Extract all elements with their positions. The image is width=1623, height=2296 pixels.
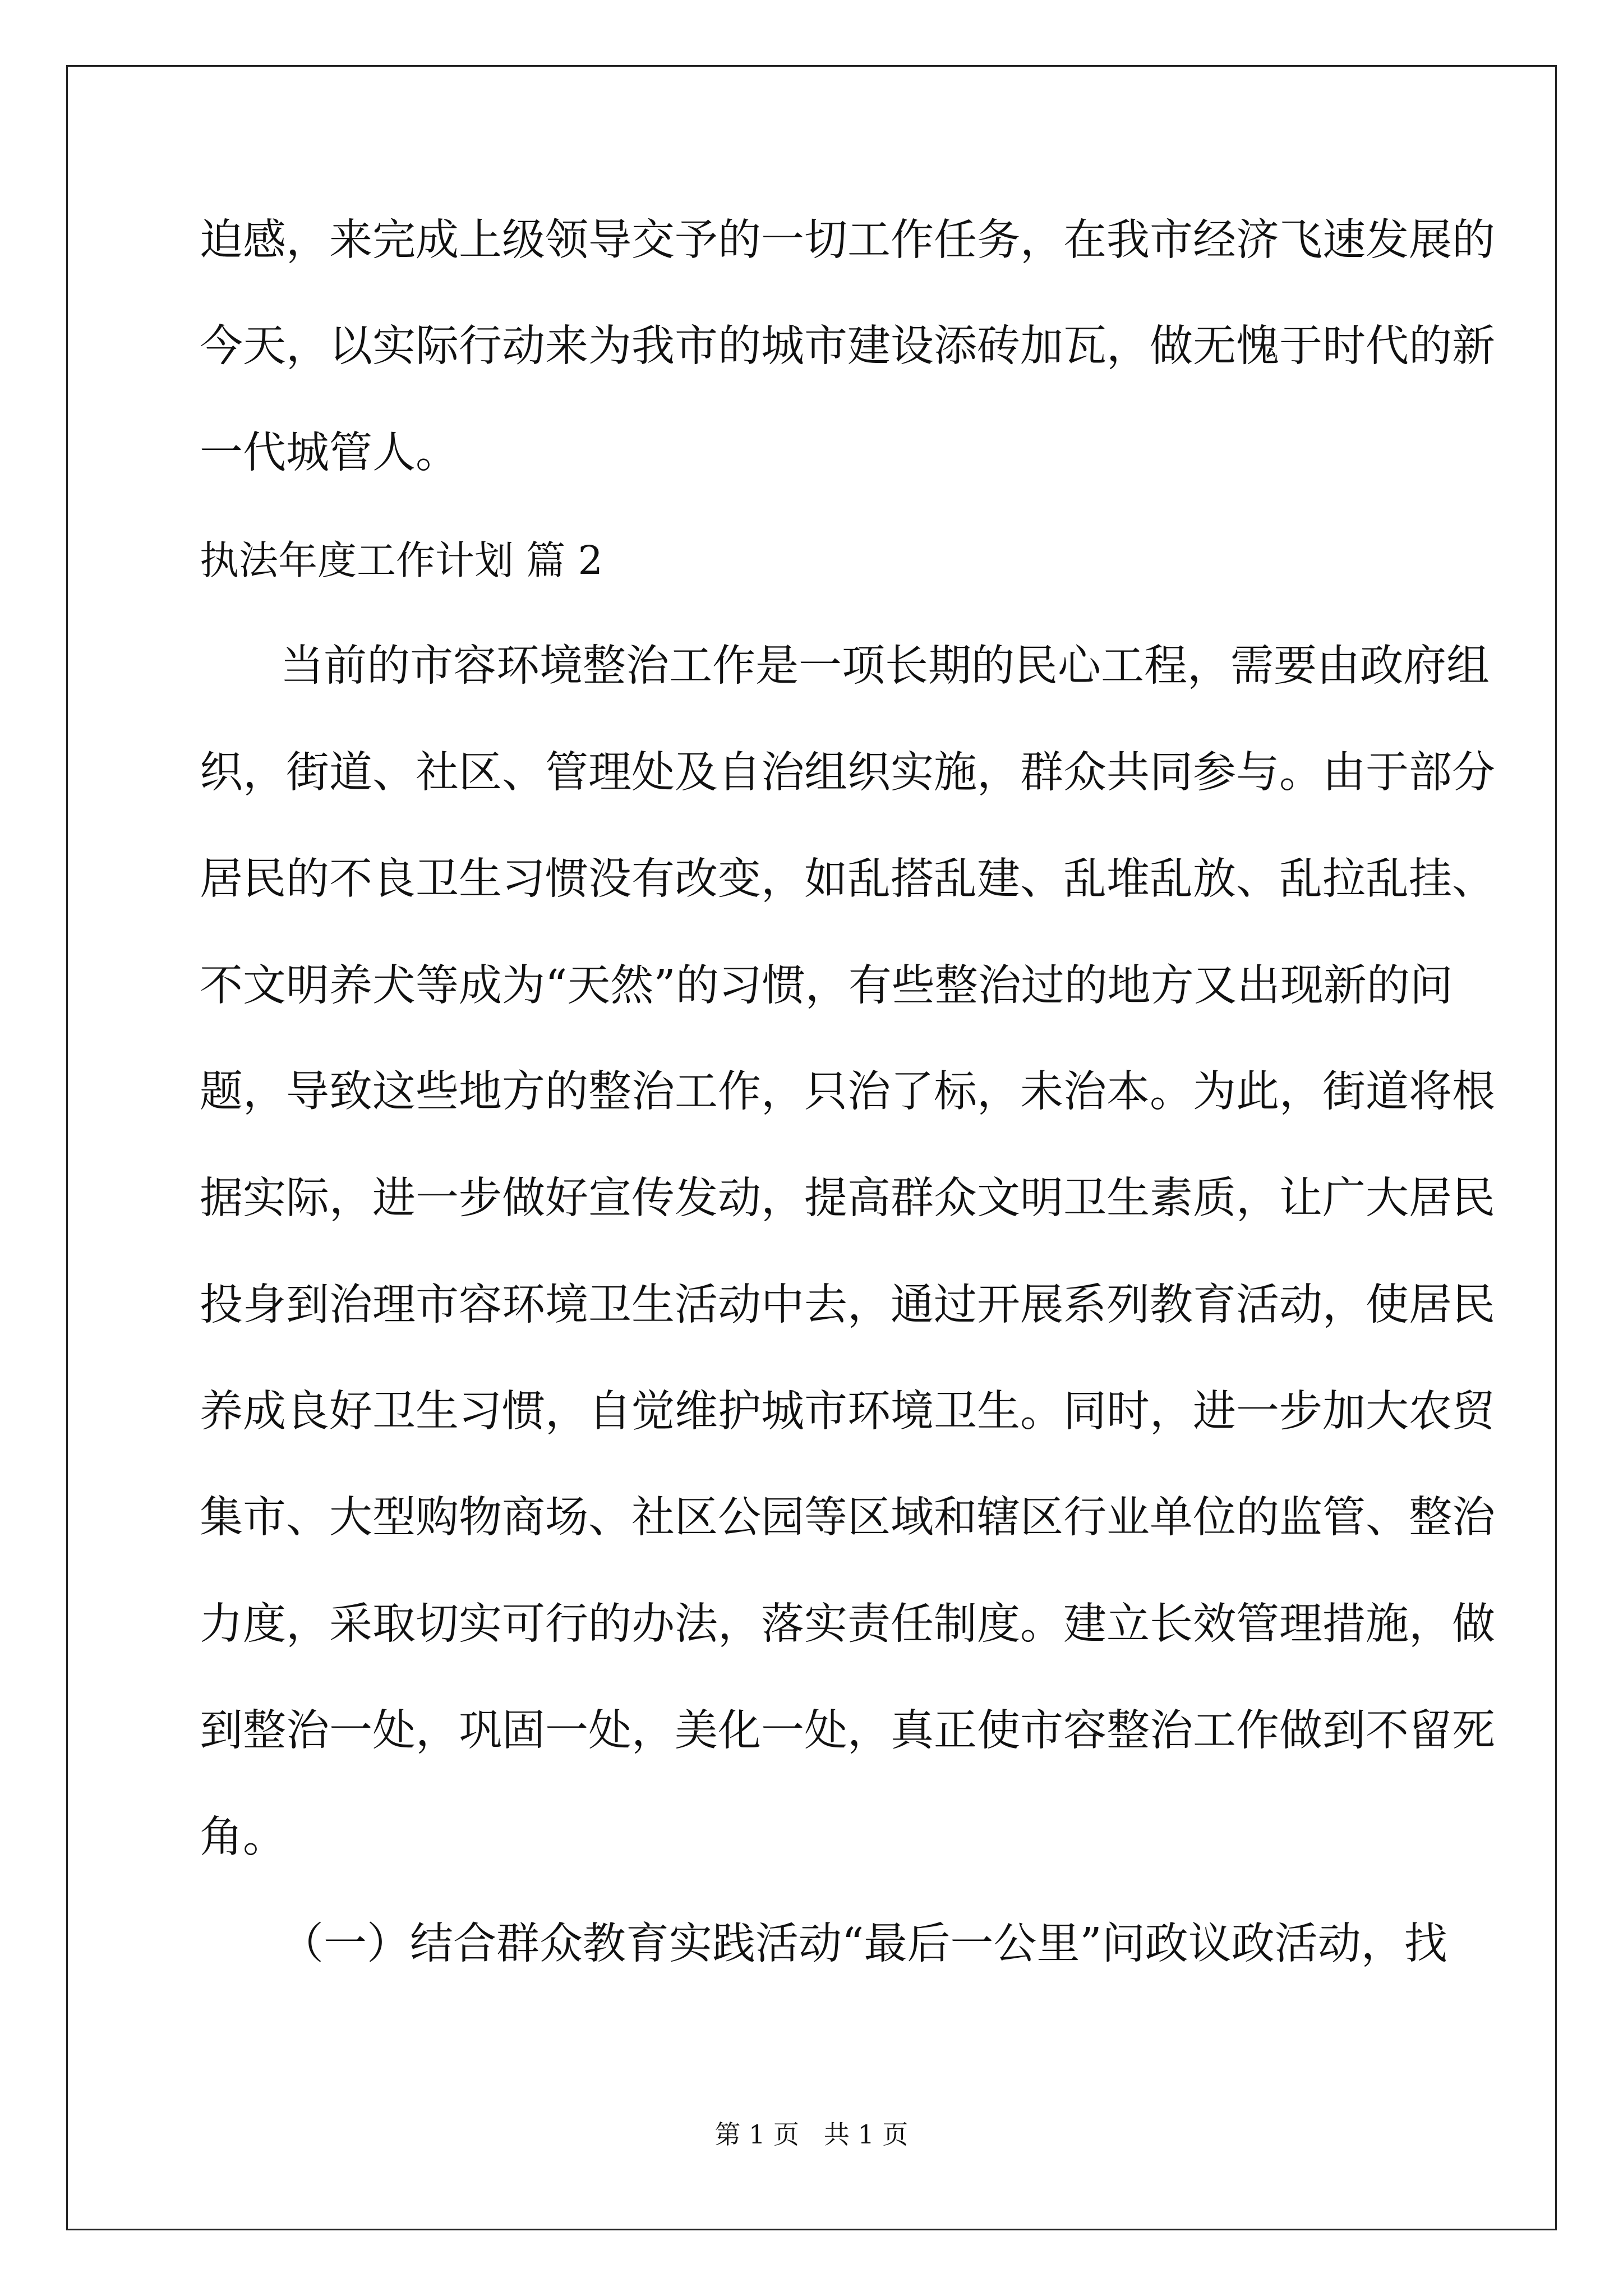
paragraph-line: 不文明养犬等成为“天然”的习惯，有些整治过的地方又出现新的问	[200, 961, 1453, 1011]
paragraph-line: 题，导致这些地方的整治工作，只治了标，未治本。为此，街道将根	[200, 1067, 1495, 1117]
page-footer: 第 1 页 共 1 页	[714, 2119, 909, 2150]
paragraph-line: 织，街道、社区、管理处及自治组织实施，群众共同参与。由于部分	[200, 748, 1495, 798]
section-heading: 执法年度工作计划 篇 2	[200, 537, 603, 583]
page-border	[66, 65, 1557, 2230]
paragraph-line: 据实际，进一步做好宣传发动，提高群众文明卫生素质，让广大居民	[200, 1174, 1495, 1223]
paragraph-line: 角。	[200, 1812, 286, 1862]
paragraph-line: 养成良好卫生习惯，自觉维护城市环境卫生。同时，进一步加大农贸	[200, 1387, 1495, 1437]
body-text-line: 一代城管人。	[200, 428, 459, 478]
paragraph-line: 集市、大型购物商场、社区公园等区域和辖区行业单位的监管、整治	[200, 1493, 1495, 1543]
paragraph-line: 力度，采取切实可行的办法，落实责任制度。建立长效管理措施，做	[200, 1599, 1495, 1649]
paragraph-line: 到整治一处，巩固一处，美化一处，真正使市容整治工作做到不留死	[200, 1706, 1495, 1756]
paragraph-line: （一）结合群众教育实践活动“最后一公里”问政议政活动，找	[280, 1919, 1447, 1969]
paragraph-line: 当前的市容环境整治工作是一项长期的民心工程，需要由政府组	[280, 641, 1490, 691]
paragraph-line: 居民的不良卫生习惯没有改变，如乱搭乱建、乱堆乱放、乱拉乱挂、	[200, 854, 1495, 904]
body-text-line: 迫感，来完成上级领导交予的一切工作任务，在我市经济飞速发展的	[200, 215, 1495, 265]
body-text-line: 今天，以实际行动来为我市的城市建设添砖加瓦，做无愧于时代的新	[200, 321, 1495, 371]
paragraph-line: 投身到治理市容环境卫生活动中去，通过开展系列教育活动，使居民	[200, 1280, 1495, 1330]
